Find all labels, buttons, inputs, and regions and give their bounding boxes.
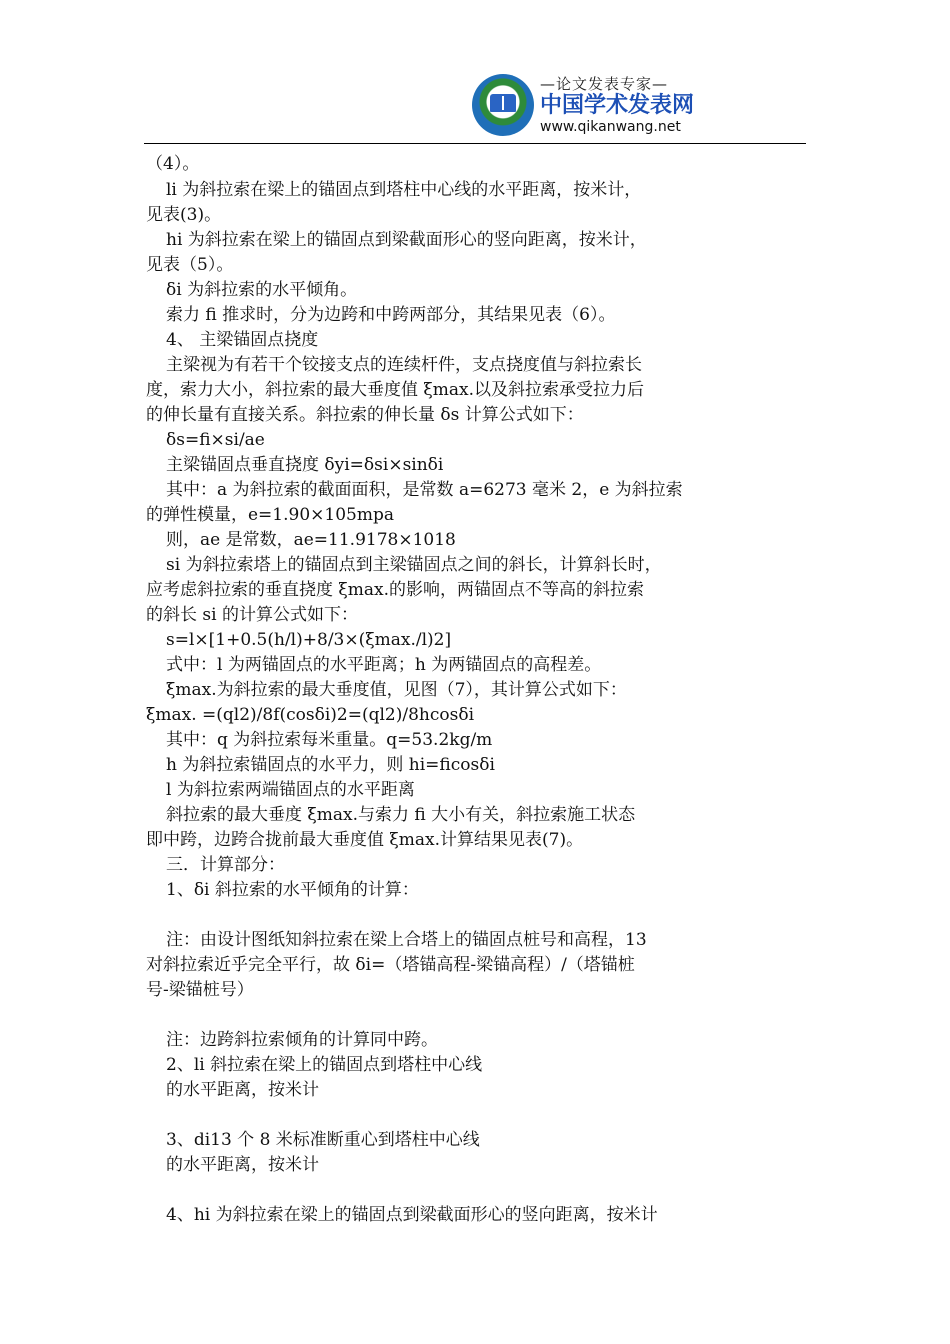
text-line: 其中：q 为斜拉索每米重量。q=53.2kg/m: [166, 730, 493, 750]
text-line: si 为斜拉索塔上的锚固点到主梁锚固点之间的斜长，计算斜长时，: [166, 555, 662, 575]
text-line: 见表（5）。: [146, 255, 234, 275]
text-line: hi 为斜拉索在梁上的锚固点到梁截面形心的竖向距离，按米计，: [166, 230, 647, 250]
text-line: δi 为斜拉索的水平倾角。: [166, 280, 358, 300]
text-line: 主梁视为有若干个铰接支点的连续杆件，支点挠度值与斜拉索长: [166, 355, 642, 375]
formula-line: s=l×[1+0.5(h/l)+8/3×(ξmax./l)2]: [166, 630, 452, 650]
logo-slogan: —论文发表专家—: [540, 74, 669, 93]
text-line: 度，索力大小，斜拉索的最大垂度值 ξmax.以及斜拉索承受拉力后: [146, 380, 645, 400]
text-line: 3、di13 个 8 米标准断重心到塔柱中心线: [166, 1130, 480, 1150]
logo-site-name: 中国学术发表网: [540, 92, 695, 118]
section-heading: 三．计算部分：: [166, 855, 285, 875]
text-line: 的斜长 si 的计算公式如下：: [146, 605, 358, 625]
note-line: 对斜拉索近乎完全平行，故 δi=（塔锚高程-梁锚高程）/（塔锚桩: [146, 955, 635, 975]
text-line: 的伸长量有直接关系。斜拉索的伸长量 δs 计算公式如下：: [146, 405, 584, 425]
text-line: 4、hi 为斜拉索在梁上的锚固点到梁截面形心的竖向距离，按米计: [166, 1205, 658, 1225]
text-line: 2、li 斜拉索在梁上的锚固点到塔柱中心线: [166, 1055, 483, 1075]
note-line: 注：边跨斜拉索倾角的计算同中跨。: [166, 1030, 438, 1050]
text-line: （4）。: [146, 154, 200, 174]
text-line: 即中跨，边跨合拢前最大垂度值 ξmax.计算结果见表(7)。: [146, 830, 584, 850]
formula-line: ξmax. =(ql2)/8f(cosδi)2=(ql2)/8hcosδi: [146, 705, 475, 725]
formula-line: 主梁锚固点垂直挠度 δyi=δsi×sinδi: [166, 455, 444, 475]
formula-line: δs=fi×si/ae: [166, 430, 265, 450]
text-line: h 为斜拉索锚固点的水平力，则 hi=ficosδi: [166, 755, 495, 775]
note-line: 注：由设计图纸知斜拉索在梁上合塔上的锚固点桩号和高程，13: [166, 930, 647, 950]
text-line: 的水平距离，按米计: [166, 1080, 319, 1100]
text-line: l 为斜拉索两端锚固点的水平距离: [166, 780, 415, 800]
text-line: 的水平距离，按米计: [166, 1155, 319, 1175]
text-line: 其中：a 为斜拉索的截面面积，是常数 a=6273 毫米 2，e 为斜拉索: [166, 480, 683, 500]
logo-url: www.qikanwang.net: [540, 118, 681, 135]
note-line: 号-梁锚桩号）: [146, 980, 254, 1000]
text-line: li 为斜拉索在梁上的锚固点到塔柱中心线的水平距离，按米计，: [166, 180, 642, 200]
text-line: 则，ae 是常数，ae=11.9178×1018: [166, 530, 456, 550]
text-line: 式中：l 为两锚固点的水平距离；h 为两锚固点的高程差。: [166, 655, 602, 675]
text-line: 斜拉索的最大垂度 ξmax.与索力 fi 大小有关，斜拉索施工状态: [166, 805, 636, 825]
text-line: 索力 fi 推求时，分为边跨和中跨两部分，其结果见表（6）。: [166, 305, 616, 325]
text-line: 的弹性模量，e=1.90×105mpa: [146, 505, 394, 525]
section-heading: 4、 主梁锚固点挠度: [166, 330, 319, 350]
text-line: 1、δi 斜拉索的水平倾角的计算：: [166, 880, 419, 900]
text-line: ξmax.为斜拉索的最大垂度值，见图（7），其计算公式如下：: [166, 680, 627, 700]
text-line: 见表(3)。: [146, 205, 222, 225]
text-line: 应考虑斜拉索的垂直挠度 ξmax.的影响，两锚固点不等高的斜拉索: [146, 580, 645, 600]
